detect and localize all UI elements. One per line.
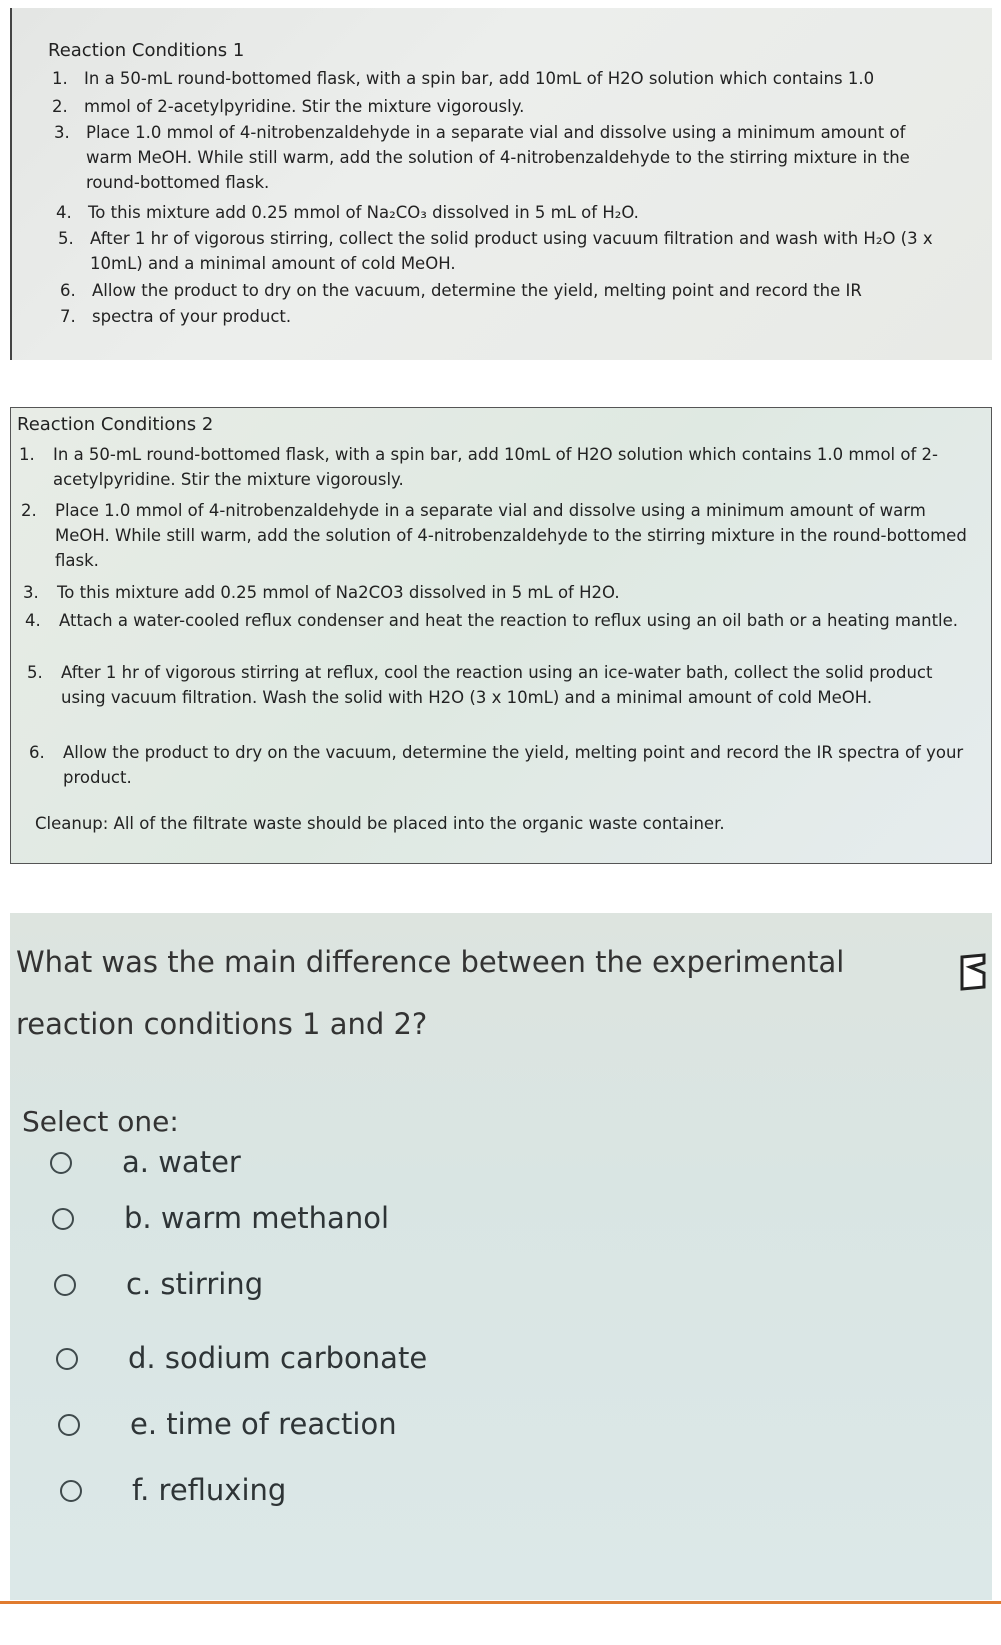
step-text: In a 50-mL round-bottomed flask, with a spin bar, add 10mL of H2O solution which contains 1.0 mmol of 2-acetylpyridine. Stir the mixture vigorously. [53, 445, 938, 489]
step-number: 5. [27, 663, 43, 682]
step-number: 1. [52, 69, 68, 88]
radio-button[interactable] [58, 1414, 80, 1436]
panel-title: Reaction Conditions 2 [17, 414, 214, 435]
option-label[interactable]: d. sodium carbonate [128, 1341, 428, 1375]
step-number: 6. [29, 743, 45, 762]
option-label[interactable]: f. refluxing [132, 1473, 287, 1507]
radio-button[interactable] [60, 1480, 82, 1502]
option-label[interactable]: b. warm methanol [124, 1201, 390, 1235]
step-text: Attach a water-cooled reflux condenser and heat the reaction to reflux using an oil bath or a heating mantle. [59, 611, 959, 630]
question-text: What was the main difference between the experimental reaction conditions 1 and 2? [16, 945, 845, 1041]
radio-button[interactable] [54, 1274, 76, 1296]
step-item [54, 120, 934, 195]
step-text: To this mixture add 0.25 mmol of Na₂CO₃ dissolved in 5 mL of H₂O. [88, 203, 639, 222]
bottom-divider [0, 1601, 1001, 1604]
step-number: 4. [56, 203, 72, 222]
step-item [29, 740, 979, 790]
step-text: Place 1.0 mmol of 4-nitrobenzaldehyde in a separate vial and dissolve using a minimum amount of warm MeOH. While still warm, add the solution of 4-nitrobenzaldehyde to the stirring mixture in the round-bottomed flask. [86, 123, 910, 192]
step-item [19, 442, 979, 492]
step-text: To this mixture add 0.25 mmol of Na2CO3 dissolved in 5 mL of H2O. [57, 583, 620, 602]
step-item [25, 608, 965, 633]
panel-title: Reaction Conditions 1 [48, 40, 245, 61]
flag-icon[interactable] [960, 953, 986, 993]
quiz-panel [10, 913, 992, 1600]
step-number: 2. [52, 97, 68, 116]
step-number: 5. [58, 229, 74, 248]
step-text: After 1 hr of vigorous stirring, collect the solid product using vacuum filtration and wash with H₂O (3 x 10mL) and a minimal amount of cold MeOH. [90, 229, 933, 273]
step-number: 4. [25, 611, 41, 630]
step-item [60, 304, 940, 329]
step-text: In a 50-mL round-bottomed flask, with a spin bar, add 10mL of H2O solution which contains 1.0 [84, 69, 875, 88]
step-item [56, 200, 936, 225]
reaction-conditions-1-panel [10, 8, 992, 360]
step-number: 6. [60, 281, 76, 300]
step-text: After 1 hr of vigorous stirring at reflux, cool the reaction using an ice-water bath, collect the solid product using vacuum filtration. Wash the solid with H2O (3 x 10mL) and a minimal amount of cold MeOH. [61, 663, 933, 707]
option-label[interactable]: c. stirring [126, 1267, 264, 1301]
step-text: Place 1.0 mmol of 4-nitrobenzaldehyde in a separate vial and dissolve using a minimum amount of warm MeOH. While still warm, add the solution of 4-nitrobenzaldehyde to the stirring mixture in the round-bottomed flask. [55, 501, 967, 570]
step-text: spectra of your product. [92, 307, 292, 326]
step-text: Allow the product to dry on the vacuum, determine the yield, melting point and record the IR spectra of your product. [63, 743, 964, 787]
option-label[interactable]: e. time of reaction [130, 1407, 397, 1441]
step-item [23, 580, 973, 605]
step-text: mmol of 2-acetylpyridine. Stir the mixture vigorously. [84, 97, 525, 116]
option-label[interactable]: a. water [122, 1145, 241, 1179]
step-number: 7. [60, 307, 76, 326]
radio-button[interactable] [52, 1208, 74, 1230]
step-item [21, 498, 971, 573]
select-one-label: Select one: [22, 1105, 179, 1138]
radio-button[interactable] [56, 1348, 78, 1370]
step-number: 1. [19, 445, 35, 464]
step-item [60, 278, 940, 303]
step-item [58, 226, 938, 276]
step-item [52, 94, 952, 119]
step-item [27, 660, 957, 710]
step-number: 2. [21, 501, 37, 520]
step-text: Allow the product to dry on the vacuum, determine the yield, melting point and record the IR [92, 281, 862, 300]
radio-button[interactable] [50, 1152, 72, 1174]
step-number: 3. [54, 123, 70, 142]
step-item [52, 66, 952, 91]
step-number: 3. [23, 583, 39, 602]
cleanup-note: Cleanup: All of the filtrate waste should be placed into the organic waste container. [35, 814, 725, 833]
reaction-conditions-2-panel [10, 407, 992, 864]
